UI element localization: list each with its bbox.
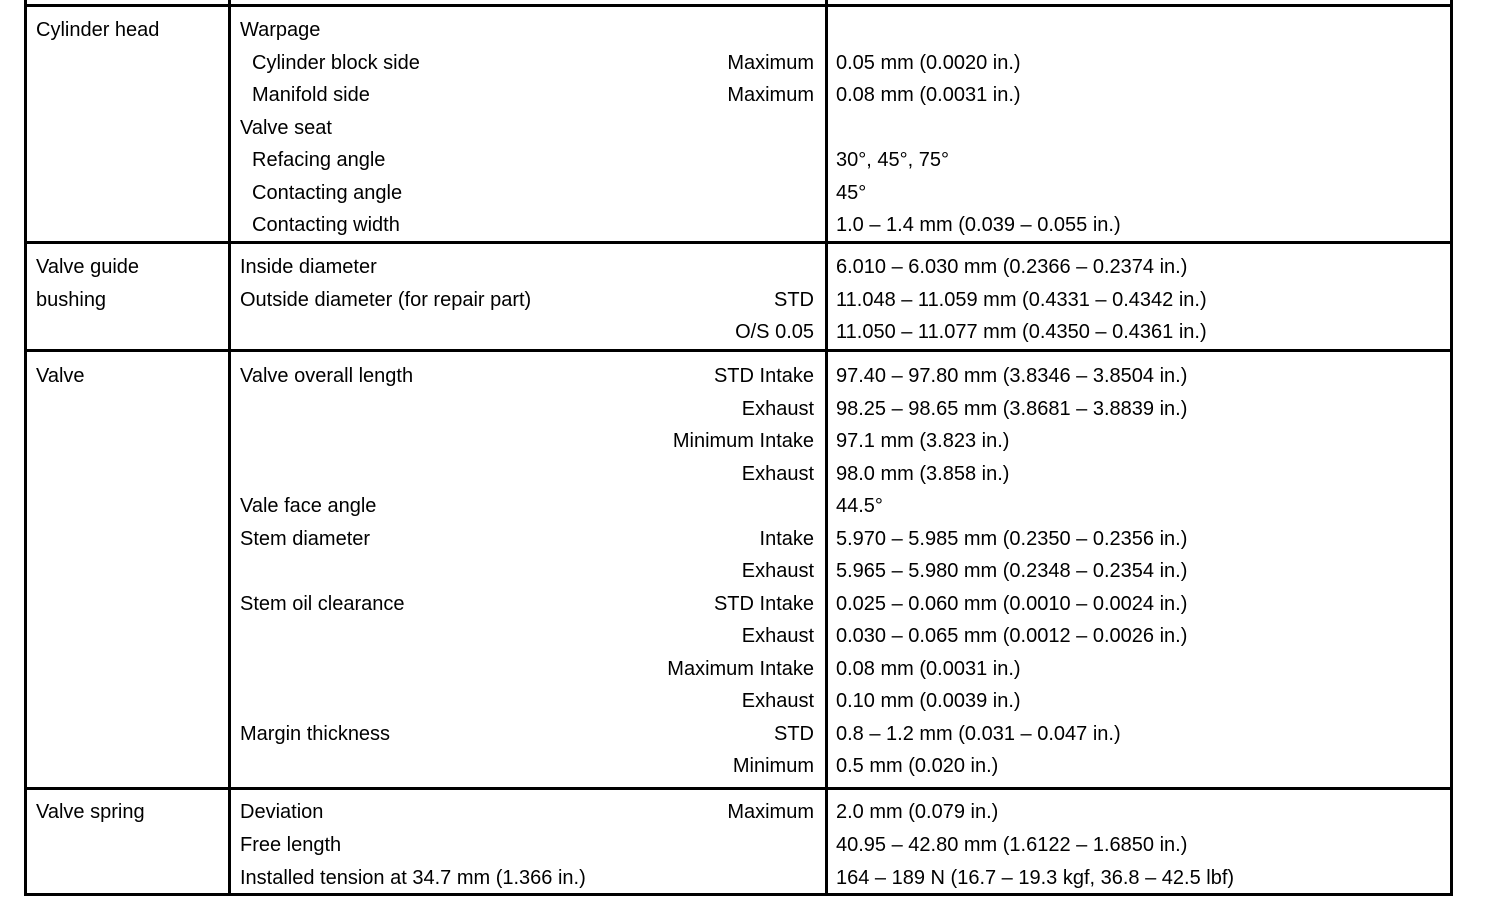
category-label: Valve guide bushing — [36, 256, 140, 311]
item-label: Margin thickness — [240, 722, 391, 745]
spec-value: 2.0 mm (0.079 in.) — [836, 801, 999, 823]
condition-label: O/S 0.05 — [735, 321, 814, 343]
item-label: Cylinder block side — [252, 51, 420, 74]
category-label: Valve — [36, 365, 85, 387]
spec-value: 5.965 – 5.980 mm (0.2348 – 0.2354 in.) — [836, 560, 1188, 582]
table-row — [24, 112, 1454, 144]
condition-label: Minimum — [732, 755, 814, 777]
spec-value: 0.08 mm (0.0031 in.) — [836, 657, 1021, 680]
item-label: Valve seat — [240, 116, 332, 139]
condition-label: Maximum — [727, 84, 814, 106]
category-label: Valve spring — [36, 801, 145, 823]
spec-value: 44.5° — [836, 495, 883, 517]
table-row — [24, 458, 1454, 490]
item-label: Manifold side — [252, 84, 370, 106]
table-row — [24, 718, 1454, 750]
condition-label: Minimum Intake — [672, 430, 814, 452]
spec-value: 11.050 – 11.077 mm (0.4350 – 0.4361 in.) — [836, 321, 1207, 343]
table-row — [24, 316, 1454, 348]
table-row — [24, 47, 1454, 79]
section-divider — [24, 787, 1453, 790]
spec-value: 11.048 – 11.059 mm (0.4331 – 0.4342 in.) — [836, 288, 1207, 311]
table-row — [24, 393, 1454, 425]
spec-value: 45° — [836, 181, 867, 204]
table-row — [24, 284, 1454, 316]
item-label: Outside diameter (for repair part) — [240, 288, 532, 311]
table-row — [24, 796, 1454, 828]
table-row — [24, 750, 1454, 782]
item-label: Stem diameter — [240, 527, 371, 550]
section-divider — [24, 349, 1453, 352]
table-row — [24, 177, 1454, 209]
table-row — [24, 555, 1454, 587]
table-row — [24, 144, 1454, 176]
condition-label: STD Intake — [713, 365, 814, 387]
spec-value: 6.010 – 6.030 mm (0.2366 – 0.2374 in.) — [836, 256, 1188, 278]
spec-value: 97.40 – 97.80 mm (3.8346 – 3.8504 in.) — [836, 365, 1188, 387]
condition-label: Intake — [759, 527, 814, 550]
spec-value: 97.1 mm (3.823 in.) — [836, 430, 1010, 452]
table-row — [24, 523, 1454, 555]
item-label: Inside diameter — [240, 256, 377, 278]
condition-label: Exhaust — [741, 462, 814, 485]
spec-table — [24, 0, 1454, 896]
condition-label: Maximum — [727, 51, 814, 74]
spec-value: 0.5 mm (0.020 in.) — [836, 755, 999, 777]
item-label: Refacing angle — [252, 149, 386, 171]
item-label: Stem oil clearance — [240, 592, 405, 615]
item-label: Valve overall length — [240, 365, 414, 387]
item-label: Contacting width — [252, 214, 400, 236]
spec-value: 0.08 mm (0.0031 in.) — [836, 84, 1021, 106]
spec-value: 0.05 mm (0.0020 in.) — [836, 51, 1021, 74]
item-label: Installed tension at 34.7 mm (1.366 in.) — [240, 867, 586, 889]
spec-value: 0.025 – 0.060 mm (0.0010 – 0.0024 in.) — [836, 592, 1188, 615]
category-label: Cylinder head — [36, 19, 160, 41]
table-row — [24, 862, 1454, 894]
table-row — [24, 209, 1454, 241]
spec-value: 40.95 – 42.80 mm (1.6122 – 1.6850 in.) — [836, 834, 1188, 856]
table-row — [24, 360, 1454, 392]
table-row — [24, 79, 1454, 111]
item-label: Contacting angle — [252, 181, 403, 204]
condition-label: STD — [774, 288, 814, 311]
table-row — [24, 425, 1454, 457]
table-row — [24, 620, 1454, 652]
table-row — [24, 588, 1454, 620]
spec-value: 0.10 mm (0.0039 in.) — [836, 690, 1021, 712]
condition-label: Maximum Intake — [667, 657, 814, 680]
item-label: Warpage — [240, 19, 321, 41]
item-label: Deviation — [240, 801, 324, 823]
table-row — [24, 685, 1454, 717]
table-row — [24, 490, 1454, 522]
condition-label: Exhaust — [741, 690, 814, 712]
spec-value: 98.0 mm (3.858 in.) — [836, 462, 1010, 485]
condition-label: Exhaust — [741, 560, 814, 582]
table-row — [24, 829, 1454, 861]
spec-value: 5.970 – 5.985 mm (0.2350 – 0.2356 in.) — [836, 527, 1188, 550]
condition-label: STD — [774, 722, 814, 745]
condition-label: Exhaust — [741, 397, 814, 420]
spec-value: 98.25 – 98.65 mm (3.8681 – 3.8839 in.) — [836, 397, 1188, 420]
table-border-top — [24, 4, 1453, 7]
item-label: Vale face angle — [240, 495, 377, 517]
spec-value: 30°, 45°, 75° — [836, 149, 949, 171]
spec-value: 0.030 – 0.065 mm (0.0012 – 0.0026 in.) — [836, 625, 1188, 647]
item-label: Free length — [240, 834, 342, 856]
condition-label: STD Intake — [713, 592, 814, 615]
table-row — [24, 14, 1454, 46]
condition-label: Exhaust — [741, 625, 814, 647]
table-row — [24, 653, 1454, 685]
spec-value: 0.8 – 1.2 mm (0.031 – 0.047 in.) — [836, 722, 1121, 745]
condition-label: Maximum — [727, 801, 814, 823]
spec-value: 1.0 – 1.4 mm (0.039 – 0.055 in.) — [836, 214, 1121, 236]
table-row — [24, 251, 1454, 283]
spec-value: 164 – 189 N (16.7 – 19.3 kgf, 36.8 – 42.5 lbf) — [836, 867, 1235, 889]
section-divider — [24, 241, 1453, 244]
